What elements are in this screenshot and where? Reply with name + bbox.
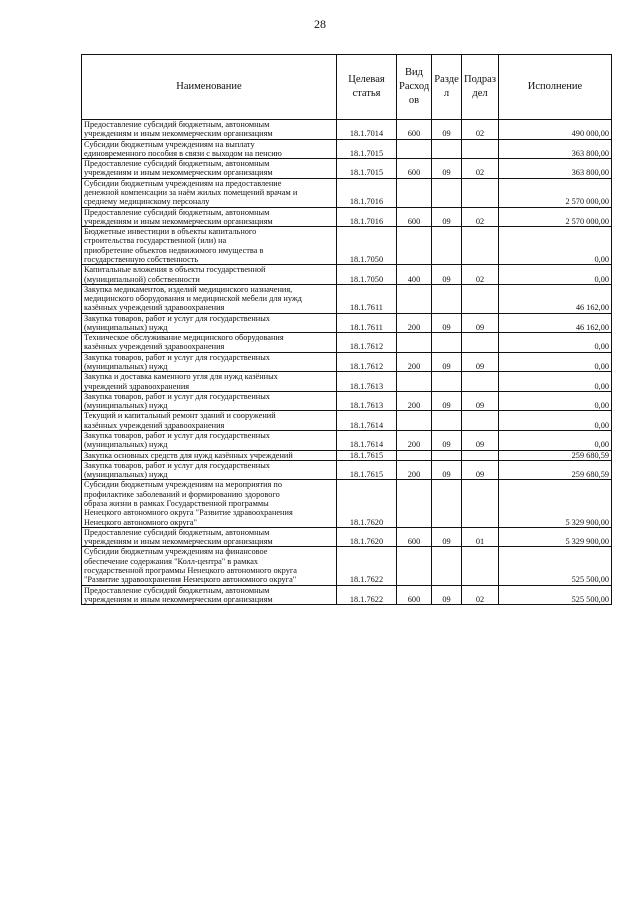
row-name: Закупка товаров, работ и услуг для государственных (муниципальных) нужд	[82, 460, 337, 480]
table-row	[82, 159, 612, 179]
row-code: 18.1.7614	[337, 411, 397, 431]
row-subsection	[462, 178, 499, 207]
row-section: 09	[432, 352, 462, 372]
row-subsection	[462, 139, 499, 159]
row-amount: 2 570 000,00	[499, 207, 612, 227]
table-row	[82, 227, 612, 265]
row-amount: 2 570 000,00	[499, 178, 612, 207]
row-subsection: 02	[462, 120, 499, 140]
row-subsection: 09	[462, 352, 499, 372]
row-subsection: 09	[462, 391, 499, 411]
row-subsection: 01	[462, 527, 499, 547]
table-row	[82, 372, 612, 392]
table-row	[82, 391, 612, 411]
row-code: 18.1.7615	[337, 460, 397, 480]
row-section	[432, 178, 462, 207]
row-amount: 0,00	[499, 333, 612, 353]
row-section	[432, 227, 462, 265]
row-code: 18.1.7016	[337, 207, 397, 227]
row-code: 18.1.7620	[337, 480, 397, 527]
row-type: 200	[397, 391, 432, 411]
row-code: 18.1.7613	[337, 372, 397, 392]
row-code: 18.1.7050	[337, 227, 397, 265]
page-number: 28	[314, 17, 326, 31]
header-subsection: Подраз дел	[462, 55, 499, 120]
table-row	[82, 207, 612, 227]
row-name: Техническое обслуживание медицинского оборудования казённых учреждений здравоохранения	[82, 333, 337, 353]
table-body	[82, 120, 612, 605]
header-section: Разде л	[432, 55, 462, 120]
row-section	[432, 284, 462, 313]
row-amount: 5 329 900,00	[499, 527, 612, 547]
row-section	[432, 450, 462, 460]
row-code: 18.1.7050	[337, 265, 397, 285]
row-subsection: 09	[462, 431, 499, 451]
row-type	[397, 450, 432, 460]
row-subsection	[462, 227, 499, 265]
row-type	[397, 178, 432, 207]
row-type: 600	[397, 585, 432, 605]
row-name: Текущий и капитальный ремонт зданий и сооружений казённых учреждений здравоохранения	[82, 411, 337, 431]
row-amount: 0,00	[499, 411, 612, 431]
row-code: 18.1.7612	[337, 352, 397, 372]
row-amount: 5 329 900,00	[499, 480, 612, 527]
row-code: 18.1.7611	[337, 284, 397, 313]
row-code: 18.1.7015	[337, 159, 397, 179]
row-name: Предоставление субсидий бюджетным, автономным учреждениям и иным некоммерческим организациям	[82, 120, 337, 140]
row-name: Закупка основных средств для нужд казённых учреждений	[82, 450, 337, 460]
row-amount: 259 680,59	[499, 460, 612, 480]
row-code: 18.1.7614	[337, 431, 397, 451]
row-type	[397, 480, 432, 527]
row-type	[397, 372, 432, 392]
row-amount: 0,00	[499, 431, 612, 451]
table-row	[82, 480, 612, 527]
row-name: Закупка и доставка каменного угля для нужд казённых учреждений здравоохранения	[82, 372, 337, 392]
row-code: 18.1.7622	[337, 585, 397, 605]
row-amount: 46 162,00	[499, 313, 612, 333]
row-section: 09	[432, 159, 462, 179]
table-row	[82, 547, 612, 585]
row-code: 18.1.7622	[337, 547, 397, 585]
row-name: Предоставление субсидий бюджетным, автономным учреждениям и иным некоммерческим организациям	[82, 527, 337, 547]
row-section: 09	[432, 527, 462, 547]
row-amount: 363 800,00	[499, 139, 612, 159]
row-type	[397, 139, 432, 159]
header-name: Наименование	[82, 55, 337, 120]
row-section: 09	[432, 391, 462, 411]
row-name: Капитальные вложения в объекты государственной (муниципальной) собственности	[82, 265, 337, 285]
row-name: Субсидии бюджетным учреждениям на выплату единовременного пособия в связи с выходом на пенсию	[82, 139, 337, 159]
row-subsection: 02	[462, 265, 499, 285]
row-name: Закупка медикаментов, изделий медицинского назначения, медицинского оборудования и медицинской мебели для нужд казённых учреждений здравоохранения	[82, 284, 337, 313]
row-amount: 46 162,00	[499, 284, 612, 313]
row-amount: 0,00	[499, 265, 612, 285]
row-type: 200	[397, 313, 432, 333]
budget-table	[81, 54, 612, 605]
row-section: 09	[432, 265, 462, 285]
header-type: Вид Расход ов	[397, 55, 432, 120]
row-code: 18.1.7620	[337, 527, 397, 547]
row-subsection: 09	[462, 460, 499, 480]
row-type: 200	[397, 352, 432, 372]
row-subsection	[462, 333, 499, 353]
table-row	[82, 527, 612, 547]
row-type: 200	[397, 431, 432, 451]
row-type: 200	[397, 460, 432, 480]
row-type: 600	[397, 527, 432, 547]
row-section	[432, 139, 462, 159]
row-subsection: 09	[462, 313, 499, 333]
row-name: Закупка товаров, работ и услуг для государственных (муниципальных) нужд	[82, 313, 337, 333]
row-section: 09	[432, 585, 462, 605]
row-name: Предоставление субсидий бюджетным, автономным учреждениям и иным некоммерческим организациям	[82, 207, 337, 227]
row-name: Закупка товаров, работ и услуг для государственных (муниципальных) нужд	[82, 352, 337, 372]
row-type: 600	[397, 120, 432, 140]
table-header-row	[82, 55, 612, 120]
table-row	[82, 265, 612, 285]
table-row	[82, 284, 612, 313]
row-amount: 525 500,00	[499, 585, 612, 605]
header-execution: Исполнение	[499, 55, 612, 120]
row-section: 09	[432, 313, 462, 333]
table-row	[82, 313, 612, 333]
row-type	[397, 227, 432, 265]
row-subsection: 02	[462, 585, 499, 605]
table-row	[82, 178, 612, 207]
row-amount: 0,00	[499, 352, 612, 372]
row-code: 18.1.7615	[337, 450, 397, 460]
row-subsection	[462, 450, 499, 460]
row-amount: 525 500,00	[499, 547, 612, 585]
row-section: 09	[432, 431, 462, 451]
header-code: Целевая статья	[337, 55, 397, 120]
row-type: 600	[397, 159, 432, 179]
table-row	[82, 431, 612, 451]
table-row	[82, 333, 612, 353]
table-row	[82, 352, 612, 372]
row-subsection: 02	[462, 207, 499, 227]
row-subsection	[462, 411, 499, 431]
row-name: Субсидии бюджетным учреждениям на предоставление денежной компенсации за наём жилых помещений врачам и среднему медицинскому персоналу	[82, 178, 337, 207]
row-subsection	[462, 480, 499, 527]
row-name: Предоставление субсидий бюджетным, автономным учреждениям и иным некоммерческим организациям	[82, 585, 337, 605]
row-name: Субсидии бюджетным учреждениям на мероприятия по профилактике заболеваний и формированию здорового образа жизни в рамках Государственной программы Ненецкого автономного округа "Развитие здравоохранения Ненецкого автономного округа"	[82, 480, 337, 527]
row-code: 18.1.7015	[337, 139, 397, 159]
row-code: 18.1.7613	[337, 391, 397, 411]
table-row	[82, 411, 612, 431]
row-type: 400	[397, 265, 432, 285]
row-amount: 490 000,00	[499, 120, 612, 140]
row-name: Предоставление субсидий бюджетным, автономным учреждениям и иным некоммерческим организациям	[82, 159, 337, 179]
row-subsection: 02	[462, 159, 499, 179]
table-row	[82, 585, 612, 605]
row-type	[397, 411, 432, 431]
row-section	[432, 333, 462, 353]
row-code: 18.1.7611	[337, 313, 397, 333]
row-name: Закупка товаров, работ и услуг для государственных (муниципальных) нужд	[82, 431, 337, 451]
row-section	[432, 411, 462, 431]
row-amount: 0,00	[499, 227, 612, 265]
row-type: 600	[397, 207, 432, 227]
row-amount: 363 800,00	[499, 159, 612, 179]
row-code: 18.1.7016	[337, 178, 397, 207]
row-name: Бюджетные инвестиции в объекты капитального строительства государственной (или) на приобретение объектов недвижимого имущества в государственную собственность	[82, 227, 337, 265]
row-section	[432, 372, 462, 392]
row-type	[397, 333, 432, 353]
row-subsection	[462, 547, 499, 585]
table-row	[82, 120, 612, 140]
row-amount: 0,00	[499, 391, 612, 411]
row-type	[397, 547, 432, 585]
row-section: 09	[432, 460, 462, 480]
row-subsection	[462, 372, 499, 392]
row-section	[432, 480, 462, 527]
row-code: 18.1.7014	[337, 120, 397, 140]
row-name: Субсидии бюджетным учреждениям на финансовое обеспечение содержания "Колл-центра" в рамках государственной программы Ненецкого автономного округа "Развитие здравоохранения Ненецкого автономного округа"	[82, 547, 337, 585]
row-type	[397, 284, 432, 313]
row-section	[432, 547, 462, 585]
row-code: 18.1.7612	[337, 333, 397, 353]
row-section: 09	[432, 120, 462, 140]
table-row	[82, 139, 612, 159]
table-row	[82, 450, 612, 460]
row-section: 09	[432, 207, 462, 227]
table-row	[82, 460, 612, 480]
row-subsection	[462, 284, 499, 313]
row-amount: 0,00	[499, 372, 612, 392]
row-amount: 259 680,59	[499, 450, 612, 460]
row-name: Закупка товаров, работ и услуг для государственных (муниципальных) нужд	[82, 391, 337, 411]
